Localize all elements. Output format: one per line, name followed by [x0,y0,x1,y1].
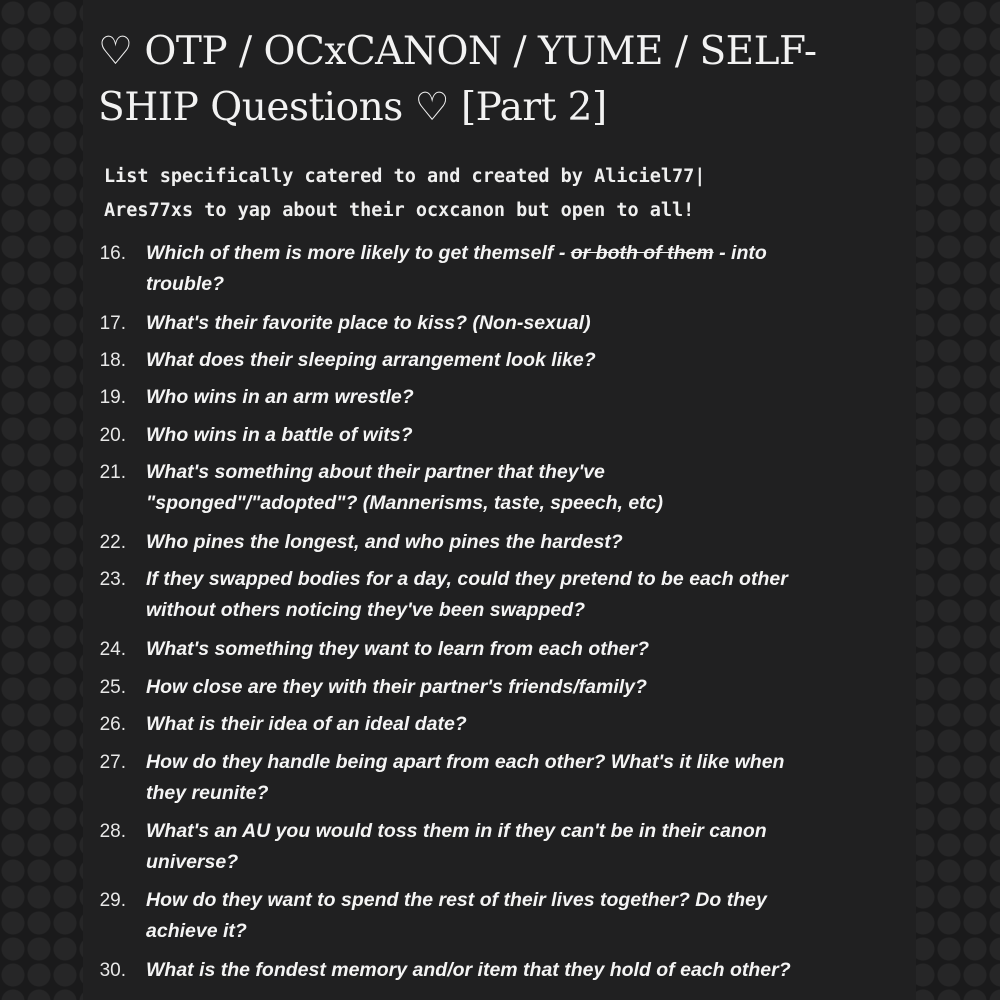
question-number: 19. [99,387,126,408]
question-text-line-2: without others noticing they've been swapped? [146,599,586,621]
question-number: 26. [99,714,126,735]
question-text: Who wins in an arm wrestle? [146,386,414,408]
question-text-line-1: If they swapped bodies for a day, could they pretend to be each other [146,568,788,590]
question-text: Who pines the longest, and who pines the hardest? [146,531,623,553]
question-number: 17. [99,313,126,334]
question-text-line-1: What's something about their partner that they've [146,461,605,483]
question-number: 30. [99,960,126,981]
question-text: What's their favorite place to kiss? (Non-sexual) [146,312,591,334]
question-text [146,747,886,809]
question-number: 29. [99,890,126,911]
question-text-struck: or both of them [570,242,714,264]
question-text: What does their sleeping arrangement look like? [146,349,596,371]
subtitle-line-2: Ares77xs to yap about their ocxcanon but open to all! [104,200,695,221]
question-text: What's something they want to learn from each other? [146,638,650,660]
question-number: 24. [99,639,126,660]
question-text [146,816,886,878]
question-text: Who wins in a battle of wits? [146,424,413,446]
question-text [146,238,886,300]
question-text: What is the fondest memory and/or item that they hold of each other? [146,959,791,981]
question-text-line-2: universe? [146,851,239,873]
page-title: ♡ OTP / OCxCANON / YUME / SELF-SHIP Questions ♡ [Part 2] [98,29,817,130]
question-text-part-2: - into [713,242,767,264]
question-text-line-1: What's an AU you would toss them in if they can't be in their canon [146,820,767,842]
question-text-line-2: "sponged"/"adopted"? (Mannerisms, taste, speech, etc) [146,492,663,514]
question-text-line-2: achieve it? [146,920,247,942]
subtitle-line-1: List specifically catered to and created by Aliciel77| [104,166,706,187]
question-text: How close are they with their partner's friends/family? [146,676,647,698]
question-number: 16. [99,243,126,264]
question-number: 20. [99,425,126,446]
question-number: 28. [99,821,126,842]
question-text [146,885,886,947]
question-text-line-2: they reunite? [146,782,269,804]
question-text [146,457,886,519]
question-number: 18. [99,350,126,371]
question-text-line-1: How do they want to spend the rest of their lives together? Do they [146,889,767,911]
question-number: 22. [99,532,126,553]
question-text-part-1: Which of them is more likely to get themself - [146,242,571,264]
question-text: What is their idea of an ideal date? [146,713,467,735]
question-text [146,564,886,626]
question-number: 25. [99,677,126,698]
question-number: 27. [99,752,126,773]
subtitle [104,160,904,228]
question-number: 21. [99,462,126,483]
question-text-line-2: trouble? [146,273,224,295]
question-number: 23. [99,569,126,590]
question-text-line-1: How do they handle being apart from each other? What's it like when [146,751,785,773]
